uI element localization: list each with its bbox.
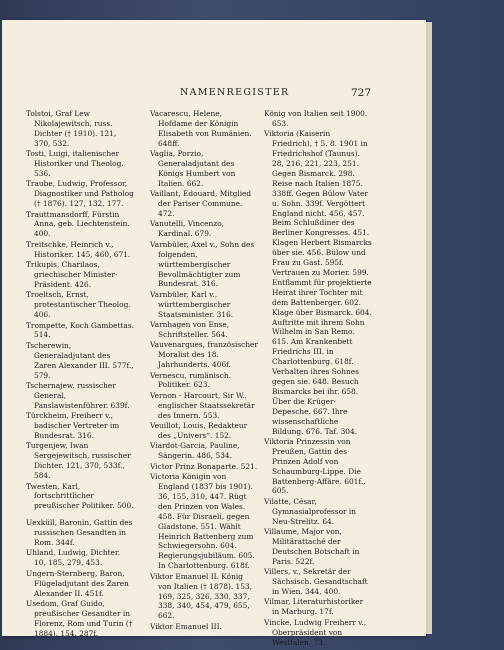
index-entry: Viktor Emanuel II. König von Italien († 1878). 153, 169, 325, 326, 330, 337, 338, 340, 454, 479, 655, 662. xyxy=(150,571,253,621)
index-entry: Troeltsch, Ernst, protestantischer Theolog. 406. xyxy=(26,290,131,320)
index-entry: Usedom, Graf Guido, preußischer Gesandter in Florenz, Rom und Turin († 1884). 154, 287f. xyxy=(26,599,133,638)
index-entry: Turgenjew, Iwan Sergejewitsch, russischer Dichter. 121, 370, 533f., 584. xyxy=(26,441,131,481)
index-entry: Tosti, Luigi, italienischer Historiker und Theolog. 536. xyxy=(26,149,124,178)
index-entry: Uexküll, Baronin, Gattin des russischen Gesandten in Rom. 344f. xyxy=(26,518,133,548)
page-number: 727 xyxy=(351,87,372,99)
index-entry: Vacarescu, Helene, Hofdame der Königin Elisabeth von Rumänien. 648ff. xyxy=(150,109,252,148)
index-entry: Viktoria (Kaiserin Friedrich), † 5. 8. 1901 in Friedrichshof (Taunus). 28, 216, 221, 223, 251. Gegen Bismarck. 298. Reise nach Italien 1875. 338ff. Gegen Bülow Vater u. Sohn. 339f. Vergöttert England nicht. 456, 457. Beim Schlußdiner des Berliner Kongresses. 451. Klagen Herbert Bismarcks über sie. 456. Bülow und Frau zu Gast. 595f. Vertrauen zu Morier. 599. Entflammt für projektierte Heirat ihrer Tochter mit dem Battenberger. 602. Klage über Bismarck. 604. Auftritte mit ihrem Sohn Wilhelm in San Remo. 615. Am Krankenbett Friedrichs III. in Charlottenburg. 618f. Verhalten ihres Sohnes gegen sie. 648. Besuch Bismarcks bei ihr. 658. Über die Krüger-Depesche. 667. Ihre wissenschaftliche Bildung. 676. Taf. 304. xyxy=(264,129,372,436)
index-entry: Vernescu, rumänisch. Politiker. 623. xyxy=(150,370,231,390)
index-entry: Varnbüler, Karl v., württembergischer Staatsminister. 316. xyxy=(150,289,234,319)
index-entry: König von Italien seit 1900. 653. xyxy=(264,109,368,128)
index-entry: Türckheim, Freiherr v., badischer Vertreter im Bundesrat. 316. xyxy=(26,411,120,440)
index-entry: Uhland, Ludwig, Dichter. 10, 185, 279, 453. xyxy=(26,548,121,568)
index-entry: Vanutelli, Vincenzo, Kardinal. 679. xyxy=(150,219,225,239)
index-column-middle xyxy=(150,109,258,632)
index-entry: Victoria Königin von England (1837 bis 1901). 36, 155, 310, 447. Rügt den Prinzen von Wales. 458. Für Disraeli, gegen Gladstone. 551. Wählt Heinrich Battenberg zum Schwiegersohn. 604. Regierungsjubiläum. 605. In Charlottenburg. 618f. xyxy=(150,472,255,571)
index-entry: Villaume, Major von, Militärattaché der Deutschen Botschaft in Paris. 522f. xyxy=(264,527,360,566)
index-entry: Vauvenargues, französischer Moralist des 18. Jahrhunderts. 406f. xyxy=(150,340,258,370)
index-entry: Tschernajew, russischer General, Panslawistenführer. 639f. xyxy=(26,380,130,410)
index-entry: Traube, Ludwig, Professor, Diagnostiker und Patholog († 1876). 127, 132, 177. xyxy=(26,179,134,209)
book-page xyxy=(2,20,426,647)
index-entry: Vincke, Ludwig Freiherr v., Oberpräsident von Westfalen. 73. xyxy=(264,617,367,647)
index-entry: Veuillot, Louis, Redakteur des „Univers“. 152. xyxy=(150,421,248,440)
index-entry: Trompette, Koch Gambettas. 514. xyxy=(26,320,134,340)
index-entry: Varnhagen von Ense, Schriftsteller. 564. xyxy=(150,320,230,339)
index-entry: Vaillant, Edouard, Mitglied der Pariser Commune. 472. xyxy=(150,189,252,219)
index-column-right xyxy=(264,109,372,648)
index-entry: Viktoria Prinzessin von Preußen, Gattin des Prinzen Adolf von Schaumburg-Lippe. Die Battenberg-Affäre. 601f., 605. xyxy=(264,436,366,496)
running-header-title: NAMENREGISTER xyxy=(180,87,290,98)
index-entry: Twesten, Karl, fortschrittlicher preußischer Politiker. 500. xyxy=(26,481,134,511)
index-entry: Trikupis, Charilaos, griechischer Minister-Präsident. 426. xyxy=(26,260,118,289)
index-entry: Viardot-Garcia, Pauline, Sängerin. 486, 534. xyxy=(150,441,240,461)
index-entry: Trauttmansdorff, Fürstin Anna, geb. Liechtenstein. 400. xyxy=(26,209,130,239)
index-entry: Treitschke, Heinrich v., Historiker. 145, 460, 671. xyxy=(26,239,131,259)
index-entry: Victor Prinz Bonaparte. 521. xyxy=(150,461,258,471)
index-column-left xyxy=(26,109,134,639)
index-entry: Viktor Emanuel III. xyxy=(150,621,222,631)
index-entry: Tolstoi, Graf Lew Nikolajewitsch, russ. Dichter († 1910). 121, 370, 532. xyxy=(26,109,117,148)
index-entry: Villers, v., Sekretär der Sächsisch. Gesandtschaft in Wien. 344, 400. xyxy=(264,567,368,596)
index-entry: Tscherewin, Generaladjutant des Zaren Alexander III. 577f., 579. xyxy=(26,340,134,380)
index-entry: Vernon - Harcourt, Sir W., englischer Staatssekretär des Innern. 553. xyxy=(150,390,255,420)
index-entry: Vilatte, César, Gymnasialprofessor in Neu-Strelitz. 64. xyxy=(264,496,357,526)
index-entry: Vilmar, Literaturhistoriker in Marburg. 17f. xyxy=(264,597,364,617)
index-entry: Vaglia, Porzio, Generaladjutant des Königs Humbert von Italien. 662. xyxy=(150,149,236,188)
page-edge-shadow xyxy=(426,22,432,634)
index-entry: Varnbüler, Axel v., Sohn des folgenden, württembergischer Bevollmächtigter zum Bundesrat. 316. xyxy=(150,239,255,289)
index-entry: Ungern-Sternberg, Baron, Flügeladjutant des Zaren Alexander II. 451f. xyxy=(26,568,129,598)
